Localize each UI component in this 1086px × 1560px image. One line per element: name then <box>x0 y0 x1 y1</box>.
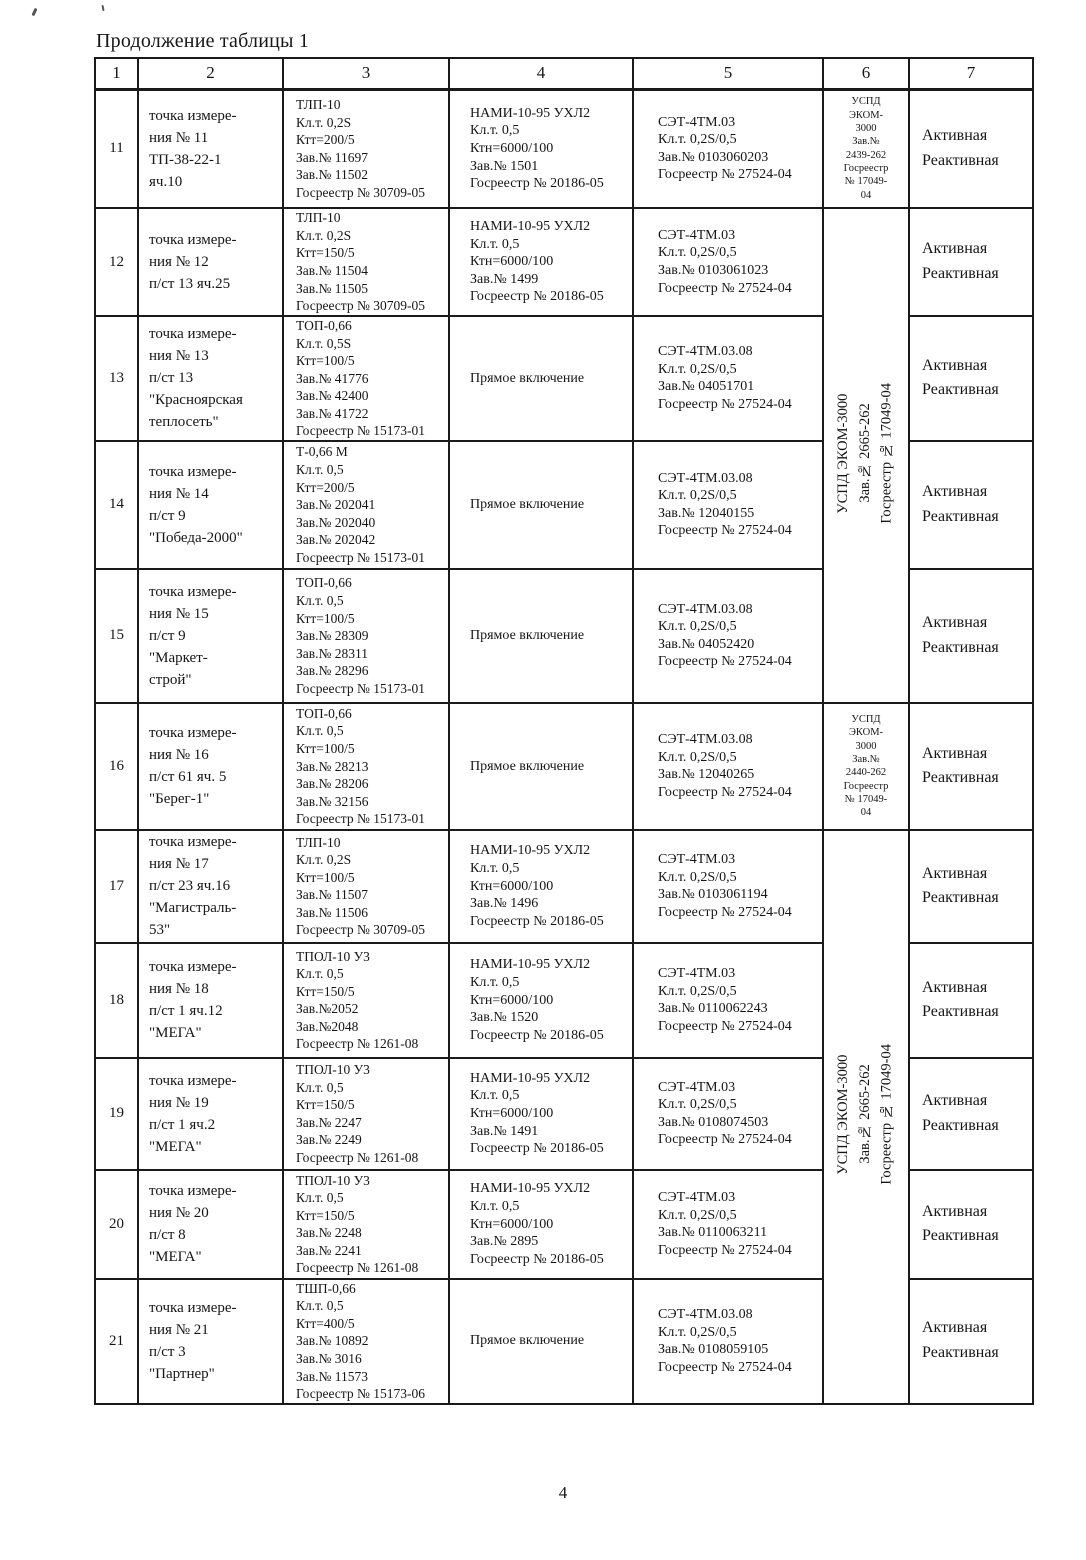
voltage-transformer-cell: Прямое включение <box>449 316 633 441</box>
meter-cell: СЭТ-4ТМ.03.08 Кл.т. 0,2S/0,5 Зав.№ 04051701 Госреестр № 27524-04 <box>633 316 823 441</box>
current-transformer-cell: ТШП-0,66 Кл.т. 0,5 Ктт=400/5 Зав.№ 10892 Зав.№ 3016 Зав.№ 11573 Госреестр № 15173-06 <box>283 1279 449 1404</box>
energy-type-cell: Активная Реактивная <box>909 569 1033 703</box>
table-row <box>95 89 1033 208</box>
measurement-point-cell: точка измере- ния № 15 п/ст 9 "Маркет- строй" <box>138 569 283 703</box>
measurement-point-cell: точка измере- ния № 18 п/ст 1 яч.12 "МЕГА" <box>138 943 283 1058</box>
column-number-header: 6 <box>823 58 909 89</box>
row-number-cell: 14 <box>95 441 138 569</box>
energy-type-cell: Активная Реактивная <box>909 830 1033 943</box>
energy-type-cell: Активная Реактивная <box>909 441 1033 569</box>
meter-cell: СЭТ-4ТМ.03 Кл.т. 0,2S/0,5 Зав.№ 0108074503 Госреестр № 27524-04 <box>633 1058 823 1170</box>
meter-cell: СЭТ-4ТМ.03.08 Кл.т. 0,2S/0,5 Зав.№ 12040265 Госреестр № 27524-04 <box>633 703 823 830</box>
uspd-cell: УСПД ЭКОМ- 3000 Зав.№ 2440-262 Госреестр № 17049- 04 <box>823 703 909 830</box>
measurement-point-cell: точка измере- ния № 20 п/ст 8 "МЕГА" <box>138 1170 283 1279</box>
voltage-transformer-cell: Прямое включение <box>449 441 633 569</box>
energy-type-cell: Активная Реактивная <box>909 703 1033 830</box>
current-transformer-cell: ТПОЛ-10 У3 Кл.т. 0,5 Ктт=150/5 Зав.№ 2248 Зав.№ 2241 Госреестр № 1261-08 <box>283 1170 449 1279</box>
column-number-header: 4 <box>449 58 633 89</box>
uspd-rotated-text: УСПД ЭКОМ-3000 Зав.№ 2665-262 Госреестр № 17049-04 <box>835 1043 895 1185</box>
voltage-transformer-cell: Прямое включение <box>449 1279 633 1404</box>
current-transformer-cell: ТЛП-10 Кл.т. 0,2S Ктт=150/5 Зав.№ 11504 Зав.№ 11505 Госреестр № 30709-05 <box>283 208 449 316</box>
energy-type-cell: Активная Реактивная <box>909 316 1033 441</box>
measurement-point-cell: точка измере- ния № 16 п/ст 61 яч. 5 "Берег-1" <box>138 703 283 830</box>
column-number-header: 2 <box>138 58 283 89</box>
uspd-cell-rotated <box>823 830 909 1404</box>
current-transformer-cell: Т-0,66 М Кл.т. 0,5 Ктт=200/5 Зав.№ 202041 Зав.№ 202040 Зав.№ 202042 Госреестр № 15173-01 <box>283 441 449 569</box>
column-number-header: 1 <box>95 58 138 89</box>
column-number-header: 7 <box>909 58 1033 89</box>
row-number-cell: 21 <box>95 1279 138 1404</box>
voltage-transformer-cell: Прямое включение <box>449 703 633 830</box>
table-header-row <box>95 58 1033 89</box>
scan-speck <box>101 5 104 11</box>
current-transformer-cell: ТЛП-10 Кл.т. 0,2S Ктт=100/5 Зав.№ 11507 Зав.№ 11506 Госреестр № 30709-05 <box>283 830 449 943</box>
table-row <box>95 208 1033 316</box>
row-number-cell: 18 <box>95 943 138 1058</box>
meter-cell: СЭТ-4ТМ.03 Кл.т. 0,2S/0,5 Зав.№ 0103060203 Госреестр № 27524-04 <box>633 89 823 208</box>
current-transformer-cell: ТОП-0,66 Кл.т. 0,5S Ктт=100/5 Зав.№ 41776 Зав.№ 42400 Зав.№ 41722 Госреестр № 15173-01 <box>283 316 449 441</box>
voltage-transformer-cell: НАМИ-10-95 УХЛ2 Кл.т. 0,5 Ктн=6000/100 Зав.№ 1501 Госреестр № 20186-05 <box>449 89 633 208</box>
measurement-point-cell: точка измере- ния № 17 п/ст 23 яч.16 "Магистраль- 53" <box>138 830 283 943</box>
current-transformer-cell: ТОП-0,66 Кл.т. 0,5 Ктт=100/5 Зав.№ 28213 Зав.№ 28206 Зав.№ 32156 Госреестр № 15173-01 <box>283 703 449 830</box>
voltage-transformer-cell: Прямое включение <box>449 569 633 703</box>
energy-type-cell: Активная Реактивная <box>909 1170 1033 1279</box>
row-number-cell: 15 <box>95 569 138 703</box>
energy-type-cell: Активная Реактивная <box>909 943 1033 1058</box>
measurement-points-table <box>94 57 1034 1405</box>
page-title: Продолжение таблицы 1 <box>96 30 310 52</box>
voltage-transformer-cell: НАМИ-10-95 УХЛ2 Кл.т. 0,5 Ктн=6000/100 Зав.№ 1491 Госреестр № 20186-05 <box>449 1058 633 1170</box>
uspd-cell-rotated <box>823 208 909 703</box>
current-transformer-cell: ТОП-0,66 Кл.т. 0,5 Ктт=100/5 Зав.№ 28309 Зав.№ 28311 Зав.№ 28296 Госреестр № 15173-01 <box>283 569 449 703</box>
current-transformer-cell: ТПОЛ-10 У3 Кл.т. 0,5 Ктт=150/5 Зав.№2052 Зав.№2048 Госреестр № 1261-08 <box>283 943 449 1058</box>
uspd-rotated-text: УСПД ЭКОМ-3000 Зав.№ 2665-262 Госреестр № 17049-04 <box>835 382 895 524</box>
scan-speck <box>31 8 37 17</box>
uspd-cell: УСПД ЭКОМ- 3000 Зав.№ 2439-262 Госреестр № 17049- 04 <box>823 89 909 208</box>
table-row <box>95 703 1033 830</box>
measurement-point-cell: точка измере- ния № 19 п/ст 1 яч.2 "МЕГА" <box>138 1058 283 1170</box>
measurement-point-cell: точка измере- ния № 13 п/ст 13 "Красноярская теплосеть" <box>138 316 283 441</box>
meter-cell: СЭТ-4ТМ.03 Кл.т. 0,2S/0,5 Зав.№ 0103061194 Госреестр № 27524-04 <box>633 830 823 943</box>
voltage-transformer-cell: НАМИ-10-95 УХЛ2 Кл.т. 0,5 Ктн=6000/100 Зав.№ 2895 Госреестр № 20186-05 <box>449 1170 633 1279</box>
voltage-transformer-cell: НАМИ-10-95 УХЛ2 Кл.т. 0,5 Ктн=6000/100 Зав.№ 1499 Госреестр № 20186-05 <box>449 208 633 316</box>
column-number-header: 5 <box>633 58 823 89</box>
energy-type-cell: Активная Реактивная <box>909 1058 1033 1170</box>
voltage-transformer-cell: НАМИ-10-95 УХЛ2 Кл.т. 0,5 Ктн=6000/100 Зав.№ 1496 Госреестр № 20186-05 <box>449 830 633 943</box>
page-number: 4 <box>558 1483 568 1502</box>
row-number-cell: 12 <box>95 208 138 316</box>
energy-type-cell: Активная Реактивная <box>909 1279 1033 1404</box>
measurement-point-cell: точка измере- ния № 11 ТП-38-22-1 яч.10 <box>138 89 283 208</box>
current-transformer-cell: ТЛП-10 Кл.т. 0,2S Ктт=200/5 Зав.№ 11697 Зав.№ 11502 Госреестр № 30709-05 <box>283 89 449 208</box>
meter-cell: СЭТ-4ТМ.03.08 Кл.т. 0,2S/0,5 Зав.№ 04052420 Госреестр № 27524-04 <box>633 569 823 703</box>
column-number-header: 3 <box>283 58 449 89</box>
energy-type-cell: Активная Реактивная <box>909 89 1033 208</box>
row-number-cell: 19 <box>95 1058 138 1170</box>
meter-cell: СЭТ-4ТМ.03 Кл.т. 0,2S/0,5 Зав.№ 0103061023 Госреестр № 27524-04 <box>633 208 823 316</box>
row-number-cell: 16 <box>95 703 138 830</box>
row-number-cell: 20 <box>95 1170 138 1279</box>
meter-cell: СЭТ-4ТМ.03 Кл.т. 0,2S/0,5 Зав.№ 0110063211 Госреестр № 27524-04 <box>633 1170 823 1279</box>
measurement-point-cell: точка измере- ния № 12 п/ст 13 яч.25 <box>138 208 283 316</box>
voltage-transformer-cell: НАМИ-10-95 УХЛ2 Кл.т. 0,5 Ктн=6000/100 Зав.№ 1520 Госреестр № 20186-05 <box>449 943 633 1058</box>
measurement-point-cell: точка измере- ния № 21 п/ст 3 "Партнер" <box>138 1279 283 1404</box>
row-number-cell: 11 <box>95 89 138 208</box>
measurement-point-cell: точка измере- ния № 14 п/ст 9 "Победа-2000" <box>138 441 283 569</box>
table-row <box>95 830 1033 943</box>
meter-cell: СЭТ-4ТМ.03.08 Кл.т. 0,2S/0,5 Зав.№ 12040155 Госреестр № 27524-04 <box>633 441 823 569</box>
current-transformer-cell: ТПОЛ-10 У3 Кл.т. 0,5 Ктт=150/5 Зав.№ 2247 Зав.№ 2249 Госреестр № 1261-08 <box>283 1058 449 1170</box>
meter-cell: СЭТ-4ТМ.03.08 Кл.т. 0,2S/0,5 Зав.№ 0108059105 Госреестр № 27524-04 <box>633 1279 823 1404</box>
row-number-cell: 17 <box>95 830 138 943</box>
row-number-cell: 13 <box>95 316 138 441</box>
meter-cell: СЭТ-4ТМ.03 Кл.т. 0,2S/0,5 Зав.№ 0110062243 Госреестр № 27524-04 <box>633 943 823 1058</box>
energy-type-cell: Активная Реактивная <box>909 208 1033 316</box>
